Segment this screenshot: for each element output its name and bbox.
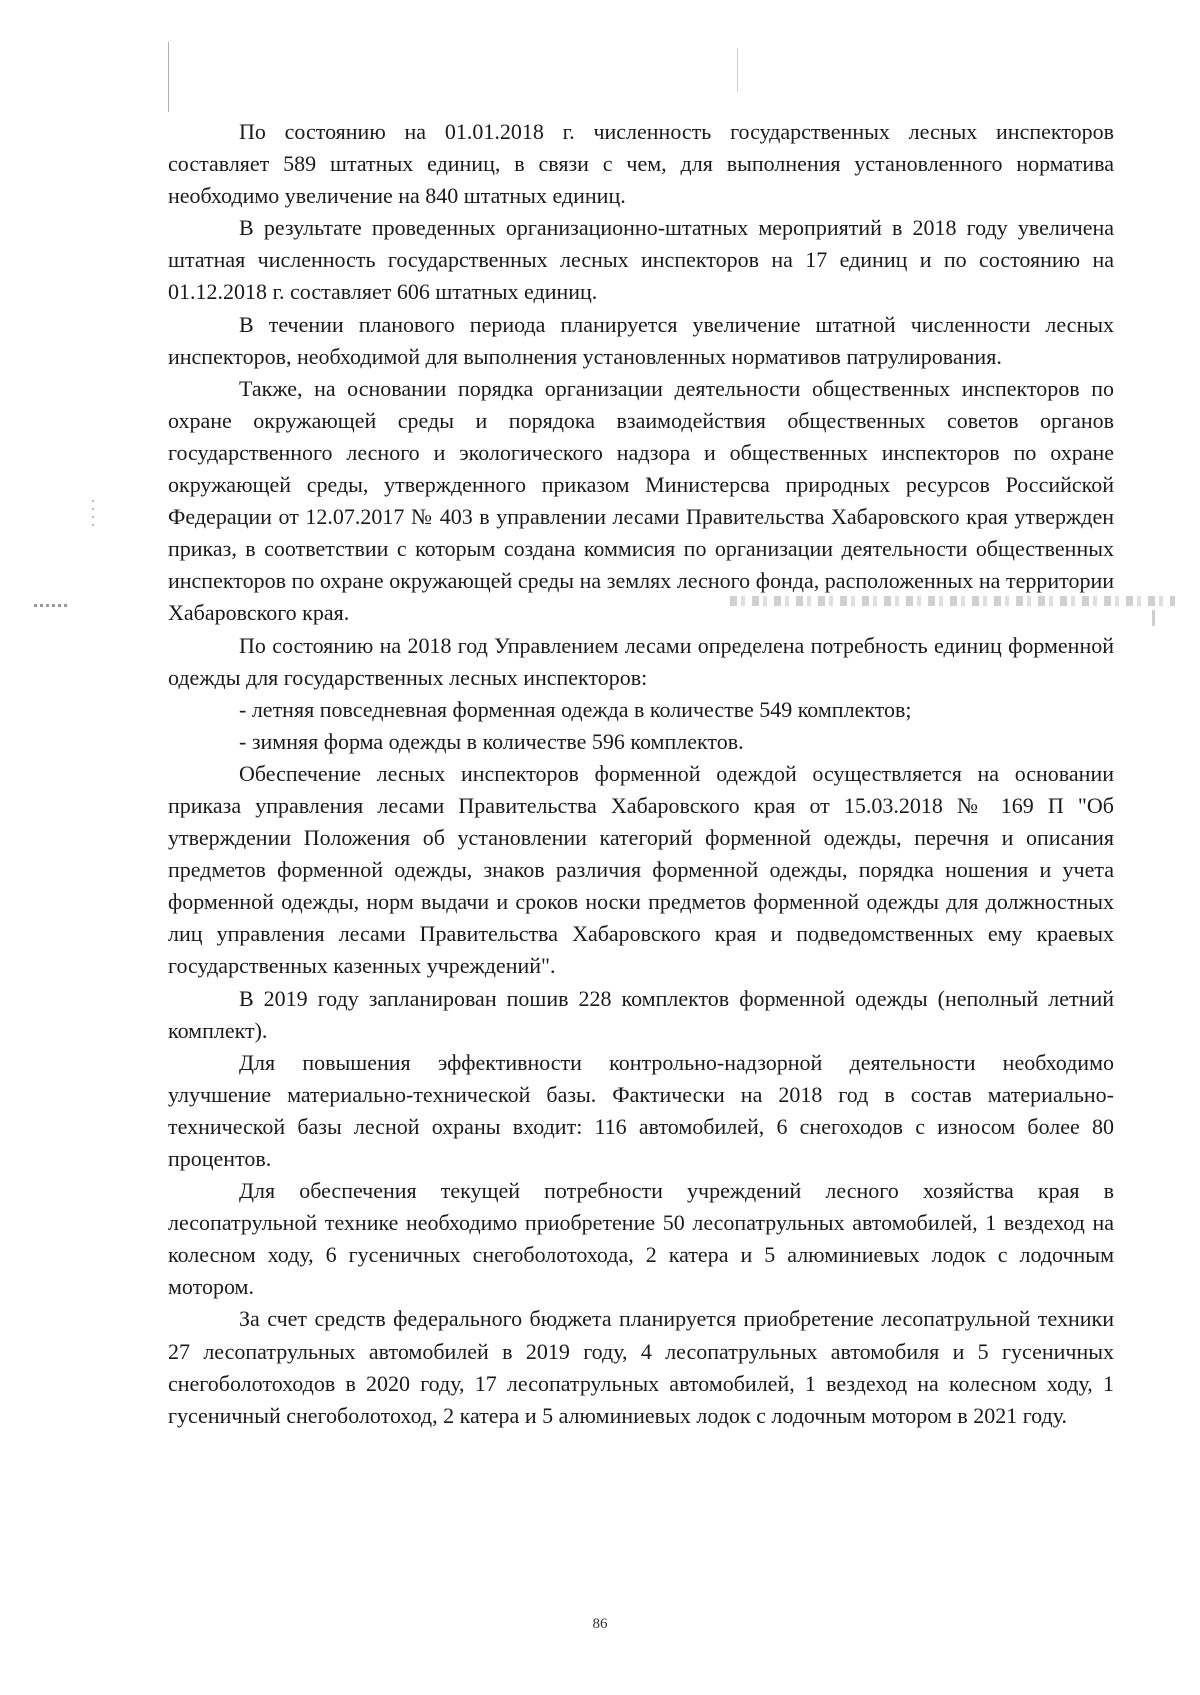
paragraph: В течении планового периода планируется увеличение штатной численности лесных инспекторов, необходимой для выполнения установленных нормативов патрулирования. xyxy=(168,311,1114,369)
scan-artifact-dots xyxy=(34,604,70,607)
list-item: - зимняя форма одежды в количестве 596 комплектов. xyxy=(239,728,744,754)
document-body xyxy=(168,116,1114,1432)
list-item: - летняя повседневная форменная одежда в количестве 549 комплектов; xyxy=(239,696,912,722)
paragraph: Также, на основании порядка организации деятельности общественных инспекторов по охране окружающей среды и порядока взаимодействия общественных советов органов государственного лесного и экологического надзора и общественных инспекторов по охране окружающей среды, утвержденного приказом Министерсва природных ресурсов Российской Федерации от 12.07.2017 № 403 в управлении лесами Правительства Хабаровского края утвержден приказ, в соответствии с которым создана коммисия по организации деятельности общественных инспекторов по охране окружающей среды на землях лесного фонда, расположенных на территории Хабаровского края. xyxy=(168,375,1114,626)
scan-artifact-specks xyxy=(92,500,94,530)
scan-artifact-line xyxy=(737,48,738,92)
paragraph: В 2019 году запланирован пошив 228 комплектов форменной одежды (неполный летний комплект). xyxy=(168,985,1114,1043)
paragraph: За счет средств федерального бюджета планируется приобретение лесопатрульной техники 27 лесопатрульных автомобилей в 2019 году, 4 лесопатрульных автомобиля и 5 гусеничных снегоболотоходов в 2020 году, 17 лесопатрульных автомобилей, 1 вездеход на колесном ходу, 1 гусеничный снегоболотоход, 2 катера и 5 алюминиевых лодок с лодочным мотором в 2021 году. xyxy=(168,1306,1114,1428)
paragraph: По состоянию на 01.01.2018 г. численность государственных лесных инспекторов составляет 589 штатных единиц, в связи с чем, для выполнения установленного норматива необходимо увеличение на 840 штатных единиц. xyxy=(168,119,1114,209)
scan-artifact-line xyxy=(168,42,169,112)
paragraph: Для повышения эффективности контрольно-надзорной деятельности необходимо улучшение материально-технической базы. Фактически на 2018 год в состав материально-технической базы лесной охраны входит: 116 автомобилей, 6 снегоходов с износом более 80 процентов. xyxy=(168,1049,1114,1171)
paragraph: Обеспечение лесных инспекторов форменной одеждой осуществляется на основании приказа управления лесами Правительства Хабаровского края от 15.03.2018 № 169 П "Об утверждении Положения об установлении категорий форменной одежды, перечня и описания предметов форменной одежды, знаков различия форменной одежды, порядка ношения и учета форменной одежды, норм выдачи и сроков носки предметов форменной одежды для должностных лиц управления лесами Правительства Хабаровского края и подведомственных ему краевых государственных казенных учреждений". xyxy=(168,760,1114,979)
paragraph: Для обеспечения текущей потребности учреждений лесного хозяйства края в лесопатрульной технике необходимо приобретение 50 лесопатрульных автомобилей, 1 вездеход на колесном ходу, 6 гусеничных снегоболотохода, 2 катера и 5 алюминиевых лодок с лодочным мотором. xyxy=(168,1178,1114,1300)
paragraph: В результате проведенных организационно-штатных мероприятий в 2018 году увеличена штатная численность государственных лесных инспекторов на 17 единиц и по состоянию на 01.12.2018 г. составляет 606 штатных единиц. xyxy=(168,215,1114,305)
scan-artifact-dot xyxy=(1152,610,1155,626)
paragraph: По состоянию на 2018 год Управлением лесами определена потребность единиц форменной одежды для государственных лесных инспекторов: xyxy=(168,632,1114,690)
page-number: 86 xyxy=(592,1616,608,1632)
